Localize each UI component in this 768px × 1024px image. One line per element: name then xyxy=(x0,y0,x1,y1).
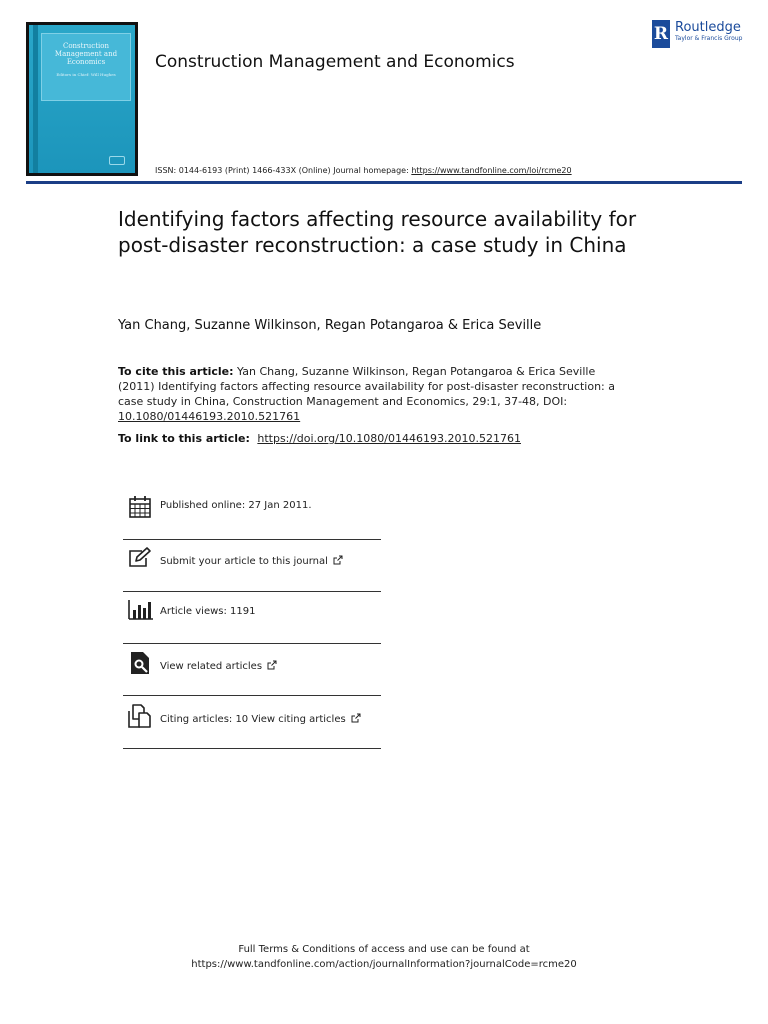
issn-text: ISSN: 0144-6193 (Print) 1466-433X (Online) Journal homepage: xyxy=(155,166,412,175)
published-row xyxy=(123,488,381,540)
cover-title-panel xyxy=(41,33,131,101)
issn-line xyxy=(155,166,572,175)
related-label: View related articles xyxy=(160,661,263,672)
related-articles-link[interactable] xyxy=(160,660,277,672)
article-title: Identifying factors affecting resource availability for post-disaster reconstruction: a case study in China xyxy=(118,207,637,257)
cite-doi-link[interactable]: 10.1080/01446193.2010.521761 xyxy=(118,410,301,423)
bar-chart-icon xyxy=(127,596,153,622)
journal-cover-image xyxy=(26,22,138,176)
article-views: Article views: 1191 xyxy=(160,606,256,617)
citing-row[interactable] xyxy=(123,697,381,749)
citing-documents-icon xyxy=(127,703,153,729)
edit-icon xyxy=(127,546,153,572)
cover-strip xyxy=(33,25,38,173)
cite-label: To cite this article: xyxy=(118,365,234,378)
routledge-r-icon: R xyxy=(652,20,670,48)
header-divider xyxy=(26,181,742,184)
calendar-icon xyxy=(127,494,153,520)
journal-homepage-link[interactable]: https://www.tandfonline.com/loi/rcme20 xyxy=(411,166,572,175)
terms-url[interactable]: https://www.tandfonline.com/action/journalInformation?journalCode=rcme20 xyxy=(191,959,577,970)
link-label: To link to this article: xyxy=(118,432,250,445)
submit-label: Submit your article to this journal xyxy=(160,556,328,567)
article-authors: Yan Chang, Suzanne Wilkinson, Regan Potangaroa & Erica Seville xyxy=(118,318,542,333)
article-link-block xyxy=(118,432,521,445)
terms-line: Full Terms & Conditions of access and use can be found at xyxy=(238,944,530,955)
cite-text: Yan Chang, Suzanne Wilkinson, Regan Potangaroa & Erica Seville (2011) Identifying factors affecting resource availability for post-disaster reconstruction: a case study in China, Construction Management and Economics, 29:1, 37-48, DOI: xyxy=(118,365,615,408)
submit-row[interactable] xyxy=(123,540,381,592)
published-date: Published online: 27 Jan 2011. xyxy=(160,500,312,511)
external-link-icon xyxy=(351,713,361,723)
document-search-icon xyxy=(127,650,153,676)
cover-subtitle: Editors in Chief: Will Hughes xyxy=(56,72,116,77)
article-doi-link[interactable]: https://doi.org/10.1080/01446193.2010.521761 xyxy=(257,432,521,445)
publisher-tagline: Taylor & Francis Group xyxy=(675,35,743,42)
cover-background xyxy=(29,25,135,173)
cover-title: Construction Management and Economics xyxy=(54,42,118,66)
views-row xyxy=(123,592,381,644)
external-link-icon xyxy=(267,660,277,670)
terms-footer xyxy=(0,942,768,972)
citing-label: Citing articles: 10 View citing articles xyxy=(160,714,346,725)
cover-publisher-logo xyxy=(109,156,125,165)
journal-title: Construction Management and Economics xyxy=(155,52,515,72)
publisher-logo xyxy=(652,20,742,50)
citation-block xyxy=(118,364,618,424)
citing-articles-link[interactable] xyxy=(160,713,361,725)
external-link-icon xyxy=(333,555,343,565)
submit-article-link[interactable] xyxy=(160,555,343,567)
related-row[interactable] xyxy=(123,644,381,696)
publisher-name: Routledge xyxy=(675,20,741,35)
